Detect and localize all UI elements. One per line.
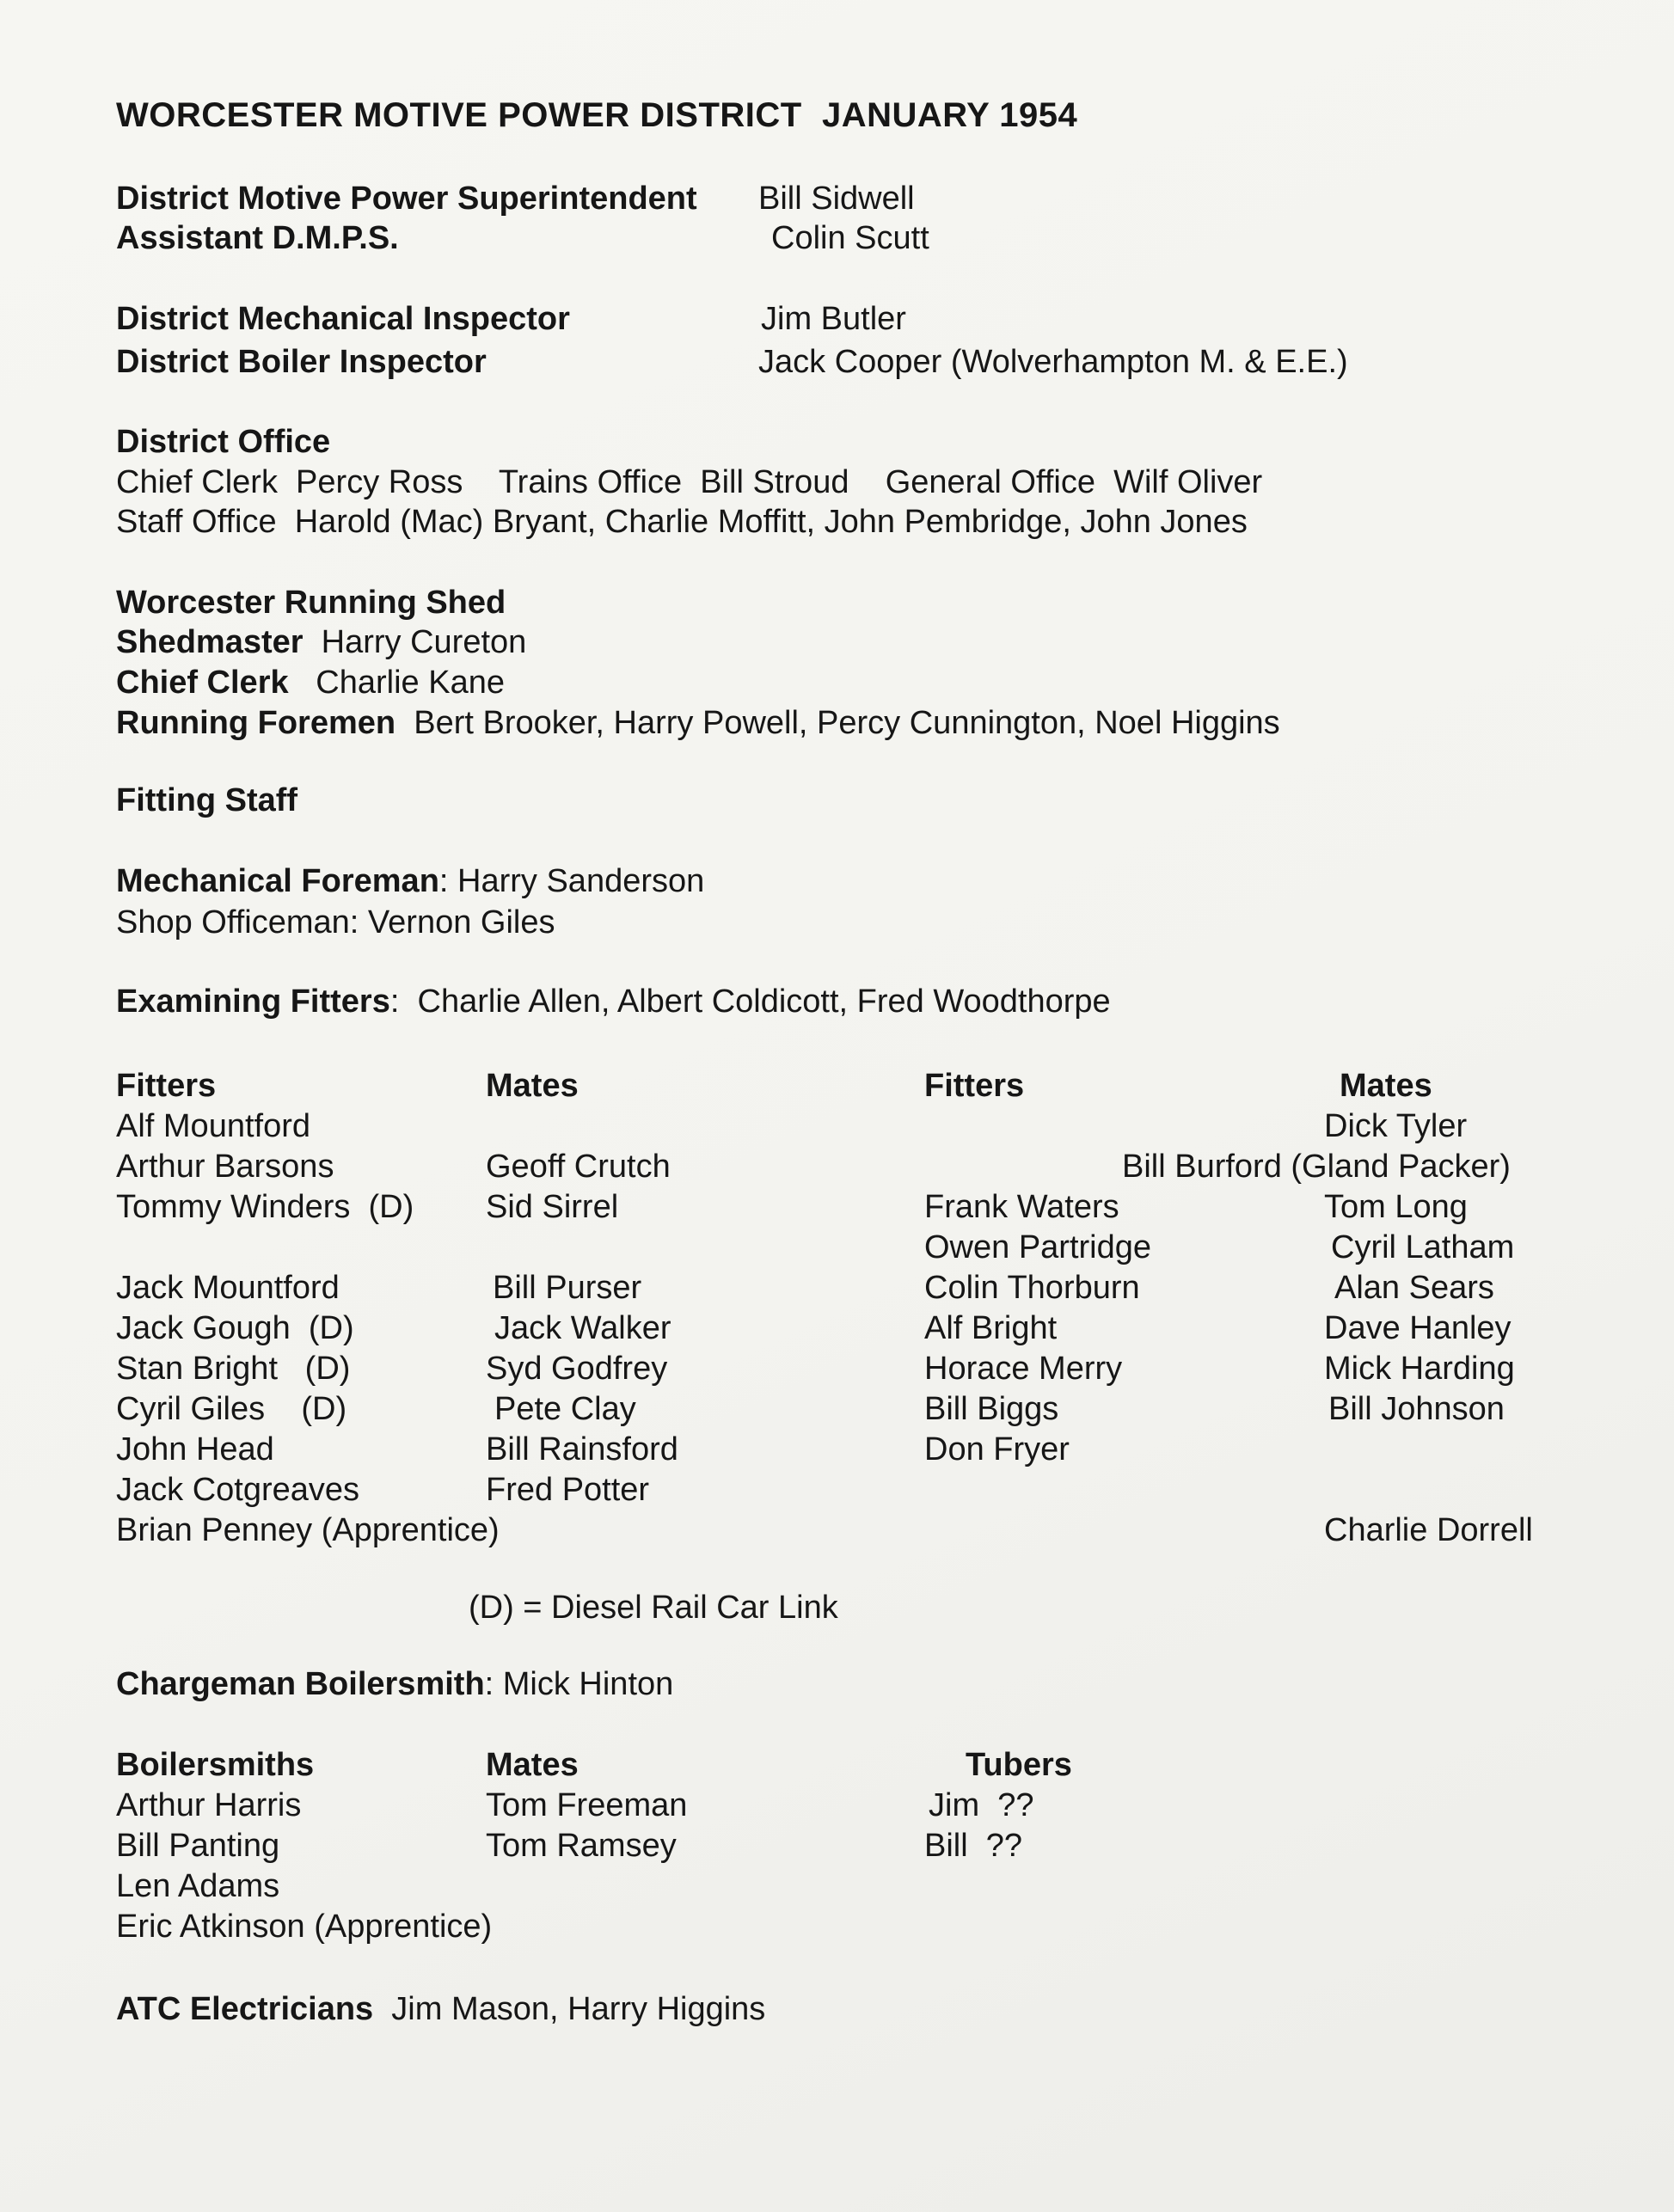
- fitters-col1-header: Fitters: [116, 1068, 217, 1104]
- table-cell: Jack Mountford: [116, 1270, 340, 1306]
- running-foremen-value: Bert Brooker, Harry Powell, Percy Cunnington, Noel Higgins: [396, 705, 1280, 741]
- fitters-table: [116, 1066, 1674, 1551]
- diesel-link-legend: (D) = Diesel Rail Car Link: [469, 1590, 838, 1626]
- chief-clerk-label: Chief Clerk: [116, 665, 289, 701]
- table-cell: Mick Harding: [1324, 1351, 1515, 1387]
- table-cell: Owen Partridge: [924, 1229, 1152, 1265]
- chief-clerk-value: Charlie Kane: [288, 665, 505, 701]
- table-cell: Bill Purser: [493, 1270, 642, 1306]
- shop-officeman-line: Shop Officeman: Vernon Giles: [116, 904, 555, 941]
- examining-fitters-label: Examining Fitters: [116, 983, 390, 1020]
- table-cell: Bill Biggs: [924, 1391, 1059, 1427]
- table-cell: Tommy Winders (D): [116, 1189, 414, 1225]
- table-cell: Charlie Dorrell: [1324, 1512, 1533, 1548]
- running-shed-row-shedmaster: [116, 626, 526, 659]
- table-cell: Fred Potter: [486, 1472, 650, 1508]
- official-label-boiler-inspector: District Boiler Inspector: [116, 344, 487, 380]
- table-cell: Alf Mountford: [116, 1108, 310, 1144]
- official-value-boiler-inspector: Jack Cooper (Wolverhampton M. & E.E.): [758, 344, 1348, 380]
- table-cell: Cyril Giles (D): [116, 1391, 347, 1427]
- district-office-line-1: Chief Clerk Percy Ross Trains Office Bill Stroud General Office Wilf Oliver: [116, 464, 1263, 500]
- shedmaster-label: Shedmaster: [116, 624, 304, 660]
- table-cell: Arthur Barsons: [116, 1149, 334, 1185]
- chargeman-boilersmith-line: [116, 1668, 673, 1700]
- tubers-header: Tubers: [966, 1747, 1072, 1783]
- table-cell: Jack Walker: [494, 1310, 671, 1346]
- table-cell: Jack Gough (D): [116, 1310, 354, 1346]
- atc-electricians-value: Jim Mason, Harry Higgins: [373, 1991, 766, 2027]
- table-cell: Alf Bright: [924, 1310, 1058, 1346]
- table-cell: Frank Waters: [924, 1189, 1119, 1225]
- table-cell: Bill Panting: [116, 1828, 280, 1864]
- table-cell: Dave Hanley: [1324, 1310, 1512, 1346]
- table-cell: Pete Clay: [494, 1391, 636, 1427]
- table-cell: Sid Sirrel: [486, 1189, 619, 1225]
- table-cell: Dick Tyler: [1324, 1108, 1468, 1144]
- table-cell: Bill ??: [924, 1828, 1023, 1864]
- official-label-dmps: District Motive Power Superintendent: [116, 181, 697, 217]
- atc-electricians-line: [116, 1993, 765, 2025]
- examining-fitters-line: [116, 985, 1111, 1018]
- mechanical-foreman-line: [116, 865, 704, 898]
- official-value-mechanical-inspector: Jim Butler: [761, 301, 906, 337]
- mates-col1-header: Mates: [486, 1068, 579, 1104]
- table-cell: Arthur Harris: [116, 1787, 302, 1823]
- fitters-col2-header: Fitters: [924, 1068, 1025, 1104]
- table-cell: Jim ??: [929, 1787, 1034, 1823]
- table-cell: Eric Atkinson (Apprentice): [116, 1909, 493, 1945]
- mechanical-foreman-label: Mechanical Foreman: [116, 863, 439, 899]
- table-cell: Jack Cotgreaves: [116, 1472, 360, 1508]
- table-cell: Don Fryer: [924, 1431, 1070, 1468]
- table-cell: Alan Sears: [1334, 1270, 1494, 1306]
- official-value-assistant-dmps: Colin Scutt: [771, 220, 929, 256]
- boilersmiths-header: Boilersmiths: [116, 1747, 315, 1783]
- boilersmith-mates-header: Mates: [486, 1747, 579, 1783]
- district-office-line-2: Staff Office Harold (Mac) Bryant, Charlie Moffitt, John Pembridge, John Jones: [116, 504, 1248, 540]
- running-shed-row-chief-clerk: [116, 666, 505, 699]
- table-cell: Colin Thorburn: [924, 1270, 1140, 1306]
- chargeman-boilersmith-label: Chargeman Boilersmith: [116, 1666, 485, 1702]
- official-value-dmps: Bill Sidwell: [758, 181, 915, 217]
- examining-fitters-value: : Charlie Allen, Albert Coldicott, Fred Woodthorpe: [389, 983, 1111, 1020]
- table-cell: Horace Merry: [924, 1351, 1123, 1387]
- table-cell: John Head: [116, 1431, 274, 1468]
- mates-col2-header: Mates: [1340, 1068, 1432, 1104]
- table-cell: Cyril Latham: [1331, 1229, 1515, 1265]
- table-cell: Syd Godfrey: [486, 1351, 668, 1387]
- atc-electricians-label: ATC Electricians: [116, 1991, 374, 2027]
- table-cell: Brian Penney (Apprentice): [116, 1512, 500, 1548]
- chargeman-boilersmith-value: : Mick Hinton: [484, 1666, 674, 1702]
- table-cell: Bill Rainsford: [486, 1431, 678, 1468]
- section-heading-running-shed: Worcester Running Shed: [116, 585, 506, 621]
- page-title: WORCESTER MOTIVE POWER DISTRICT JANUARY 1954: [116, 96, 1078, 134]
- running-foremen-label: Running Foremen: [116, 705, 396, 741]
- table-cell: Tom Ramsey: [486, 1828, 677, 1864]
- table-cell-spanning: Bill Burford (Gland Packer): [1122, 1149, 1511, 1185]
- running-shed-row-running-foremen: [116, 707, 1280, 739]
- table-cell: Stan Bright (D): [116, 1351, 351, 1387]
- table-cell: Len Adams: [116, 1868, 280, 1904]
- official-label-assistant-dmps: Assistant D.M.P.S.: [116, 220, 399, 256]
- section-heading-district-office: District Office: [116, 424, 331, 460]
- mechanical-foreman-value: : Harry Sanderson: [438, 863, 705, 899]
- shedmaster-value: Harry Cureton: [303, 624, 527, 660]
- table-cell: Bill Johnson: [1328, 1391, 1505, 1427]
- table-cell: Tom Freeman: [486, 1787, 688, 1823]
- official-label-mechanical-inspector: District Mechanical Inspector: [116, 301, 570, 337]
- table-cell: Tom Long: [1324, 1189, 1468, 1225]
- section-heading-fitting-staff: Fitting Staff: [116, 782, 298, 818]
- boilersmiths-table: [116, 1745, 1440, 1947]
- table-cell: Geoff Crutch: [486, 1149, 671, 1185]
